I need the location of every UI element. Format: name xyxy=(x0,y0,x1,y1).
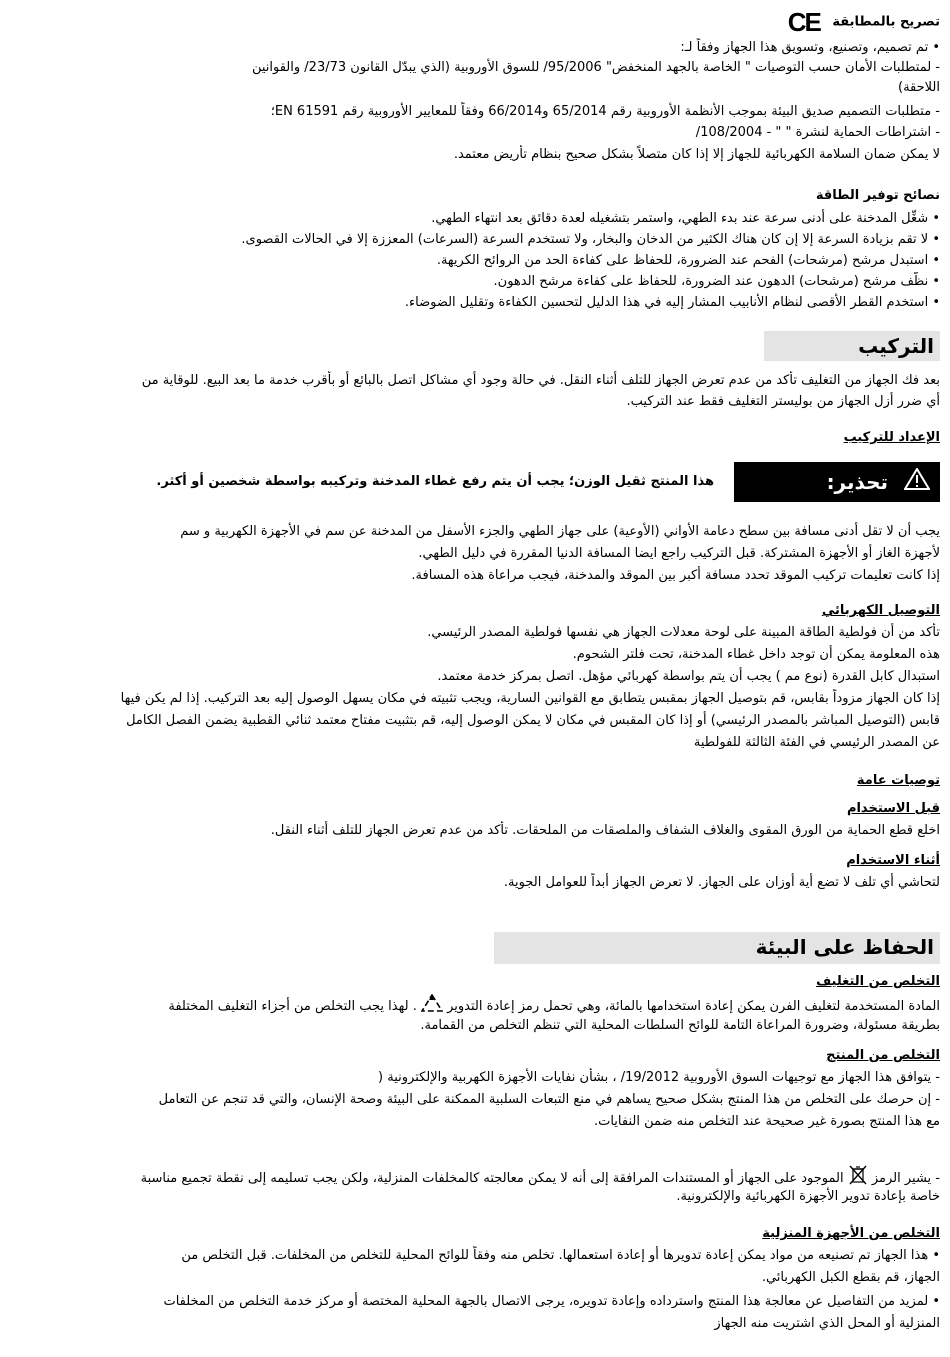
symbol-line: خاصة بإعادة تدوير الأجهزة الكهربائية والإلكترونية. xyxy=(676,1189,940,1204)
conformity-line: - اشتراطات الحماية لنشرة " " - 108/2004/ xyxy=(695,125,940,140)
packaging-text-a: المادة المستخدمة لتغليف الفرن يمكن إعادة استخدامها بالمائة، وهي تحمل رمز إعادة التدوير xyxy=(447,999,940,1014)
during-use-title: أثناء الاستخدام xyxy=(846,853,940,868)
energy-item: • شغِّل المدخنة على أدنى سرعة عند بدء الطهي، واستمر بتشغيله لعدة دقائق بعد انتهاء الطهي. xyxy=(431,211,940,226)
installation-title: التركيب xyxy=(764,331,940,361)
household-line: المنزلية أو المحل الذي اشتريت منه الجهاز xyxy=(714,1316,940,1331)
product-line: - إن حرصك على التخلص من هذا المنتج بشكل صحيح يساهم في منع التبعات السلبية الممكنة على البيئة وصحة الإنسان، والتي قد تنجم عن التعامل xyxy=(158,1092,940,1107)
installation-intro: بعد فك الجهاز من التغليف تأكد من عدم تعرض الجهاز للتلف أثناء النقل. في حالة وجود أي مشاكل اتصل بالبائع أو بأقرب خدمة ما بعد البيع. للوقاية من xyxy=(141,373,940,388)
distance-line: إذا كانت تعليمات تركيب الموقد تحدد مسافة أكبر بين الموقد والمدخنة، فيجب مراعاة هذه المسافة. xyxy=(411,568,940,583)
electrical-line: تأكد من أن فولطية الطاقة المبينة على لوحة معدلات الجهاز هي نفسها فولطية المصدر الرئيسي. xyxy=(427,625,940,640)
energy-item: • استخدم القطر الأقصى لنظام الأنابيب المشار إليه في هذا الدليل لتحسين الكفاءة وتقليل الضوضاء. xyxy=(404,295,940,310)
general-title: توصيات عامة xyxy=(856,773,940,788)
conformity-line: اللاحقة) xyxy=(898,80,940,95)
conformity-line: • تم تصميم، وتصنيع، وتسويق هذا الجهاز وفقاً لـ: xyxy=(680,40,940,55)
packaging-title: التخلص من التغليف xyxy=(816,974,940,989)
symbol-text-a: - يشير الرمز xyxy=(871,1171,940,1186)
product-line: مع هذا المنتج بصورة غير صحيحة عند التخلص منه ضمن النفايات. xyxy=(593,1114,940,1129)
during-use-text: لتحاشي أي تلف لا تضع أية أوزان على الجهاز. لا تعرض الجهاز أبداً للعوامل الجوية. xyxy=(503,875,940,890)
installation-intro: أي ضرر أزل الجهاز من بوليستر التغليف فقط عند التركيب. xyxy=(626,394,940,409)
symbol-text-b: الموجود على الجهاز أو المستندات المرافقة إلى أنه لا يمكن معالجته كالمخلفات المنزلية، ولكن يجب تسليمه إلى نقطة تجميع مناسبة xyxy=(140,1171,844,1186)
distance-line: لأجهزة الغاز أو الأجهزة المشتركة. قبل التركيب راجع ايضا المسافة الدنيا المقررة في دليل الطهي. xyxy=(418,546,940,561)
conformity-line: لا يمكن ضمان السلامة الكهربائية للجهاز إلا إذا كان متصلاً بشكل صحيح بنظام تأريض معتمد. xyxy=(453,147,940,162)
household-title: التخلص من الأجهزة المنزلية xyxy=(762,1226,940,1241)
household-line: • هذا الجهاز تم تصنيعه من مواد يمكن إعادة تدويرها أو إعادة استعمالها. تخلص منه وفقاً للوائح المحلية للتخلص من المخلفات. قبل التخلص من xyxy=(181,1248,940,1263)
warning-box xyxy=(734,462,940,502)
energy-item: • استبدل مرشح (مرشحات) الفحم عند الضرورة، للحفاظ على كفاءة الحد من الروائح الكريهة. xyxy=(436,253,940,268)
packaging-line: بطريقة مسئولة، وضرورة المراعاة التامة للوائح السلطات المحلية التي تنظم التخلص من القمامة. xyxy=(420,1018,940,1033)
product-line: - يتوافق هذا الجهاز مع توجيهات السوق الأوروبية 19/2012/ ، بشأن نفايات الأجهزة الكهربية والإلكترونية ( xyxy=(378,1070,940,1085)
conformity-title: تصريح بالمطابقة xyxy=(832,14,940,30)
before-use-title: قبل الاستخدام xyxy=(846,801,940,816)
before-use-text: اخلع قطع الحماية من الورق المقوى والغلاف الشفاف والملصقات من الملحقات. تأكد من عدم تعرض الجهاز للتلف أثناء النقل. xyxy=(270,823,940,838)
household-line: الجهاز، قم بقطع الكبل الكهربائي. xyxy=(761,1270,940,1285)
environment-title: الحفاظ على البيئة xyxy=(494,932,940,964)
product-title: التخلص من المنتج xyxy=(826,1048,940,1063)
electrical-line: استبدال كابل القدرة (نوع مم ) يجب أن يتم بواسطة كهربائي مؤهل. اتصل بمركز خدمة معتمد. xyxy=(437,669,940,684)
warning-title: تحذير: xyxy=(826,470,888,494)
distance-line: يجب أن لا تقل أدنى مسافة بين سطح دعامة الأواني (الأوعية) على جهاز الطهي والجزء الأسفل من المدخنة عن سم في الأجهزة الكهربية و سم xyxy=(180,524,940,539)
energy-item: • نظّف مرشح (مرشحات) الدهون عند الضرورة، للحفاظ على كفاءة مرشح الدهون. xyxy=(493,274,940,289)
conformity-title-row xyxy=(0,12,950,33)
energy-item: • لا تقم بزيادة السرعة إلا إن كان هناك الكثير من الدخان والبخار، ولا تستخدم السرعة (السرعات) المعززة إلا في الحالات القصوى. xyxy=(241,232,940,247)
conformity-line: - لمتطلبات الأمان حسب التوصيات " الخاصة بالجهد المنخفض" 95/2006/ للسوق الأوروبية (الذي يبدّل القانون 23/73/ والقوانين xyxy=(251,60,940,75)
ce-mark-icon: CE xyxy=(787,12,820,33)
conformity-line: - متطلبات التصميم صديق البيئة بموجب الأنظمة الأوروبية رقم 65/2014 و66/2014 وفقاً للمعايير الأوروبية رقم EN 61591؛ xyxy=(270,104,940,119)
electrical-line: هذه المعلومة يمكن أن توجد داخل غطاء المدخنة، تحت فلتر الشحوم. xyxy=(572,647,940,662)
electrical-line: إذا كان الجهاز مزوداً بقابس، قم بتوصيل الجهاز بمقبس يتطابق مع القوانين السارية، ويجب تثبيته في مكان يسهل الوصول إليه بعد التركيب. إذا لم يكن فيها xyxy=(120,691,940,706)
electrical-line: عن المصدر الرئيسي في الفئة الثالثة للفولطية xyxy=(693,735,940,750)
packaging-text-b: . لهذا يجب التخلص من أجزاء التغليف المختلفة xyxy=(168,999,417,1014)
electrical-line: قابس (التوصيل المباشر بالمصدر الرئيسي) أو إذا كان المقبس في مكان لا يمكن الوصول إليه، قم بتثبيت مفتاح معتمد ثنائي القطبية يضمن الفصل الكامل xyxy=(126,713,940,728)
household-line: • لمزيد من التفاصيل عن معالجة هذا المنتج واسترداده وإعادة تدويره، يرجى الاتصال بالجهة المحلية المختصة أو مركز خدمة التخلص من المخلفات xyxy=(163,1294,940,1309)
electrical-title: التوصيل الكهربائي xyxy=(821,603,940,618)
energy-title: نصائح توفير الطاقة xyxy=(815,188,940,203)
warning-triangle-icon xyxy=(904,468,930,497)
prep-title: الإعداد للتركيب xyxy=(843,430,940,445)
warning-text: هذا المنتج ثقيل الوزن؛ يجب أن يتم رفع غطاء المدخنة وتركيبه بواسطة شخصين أو أكثر. xyxy=(156,474,714,489)
